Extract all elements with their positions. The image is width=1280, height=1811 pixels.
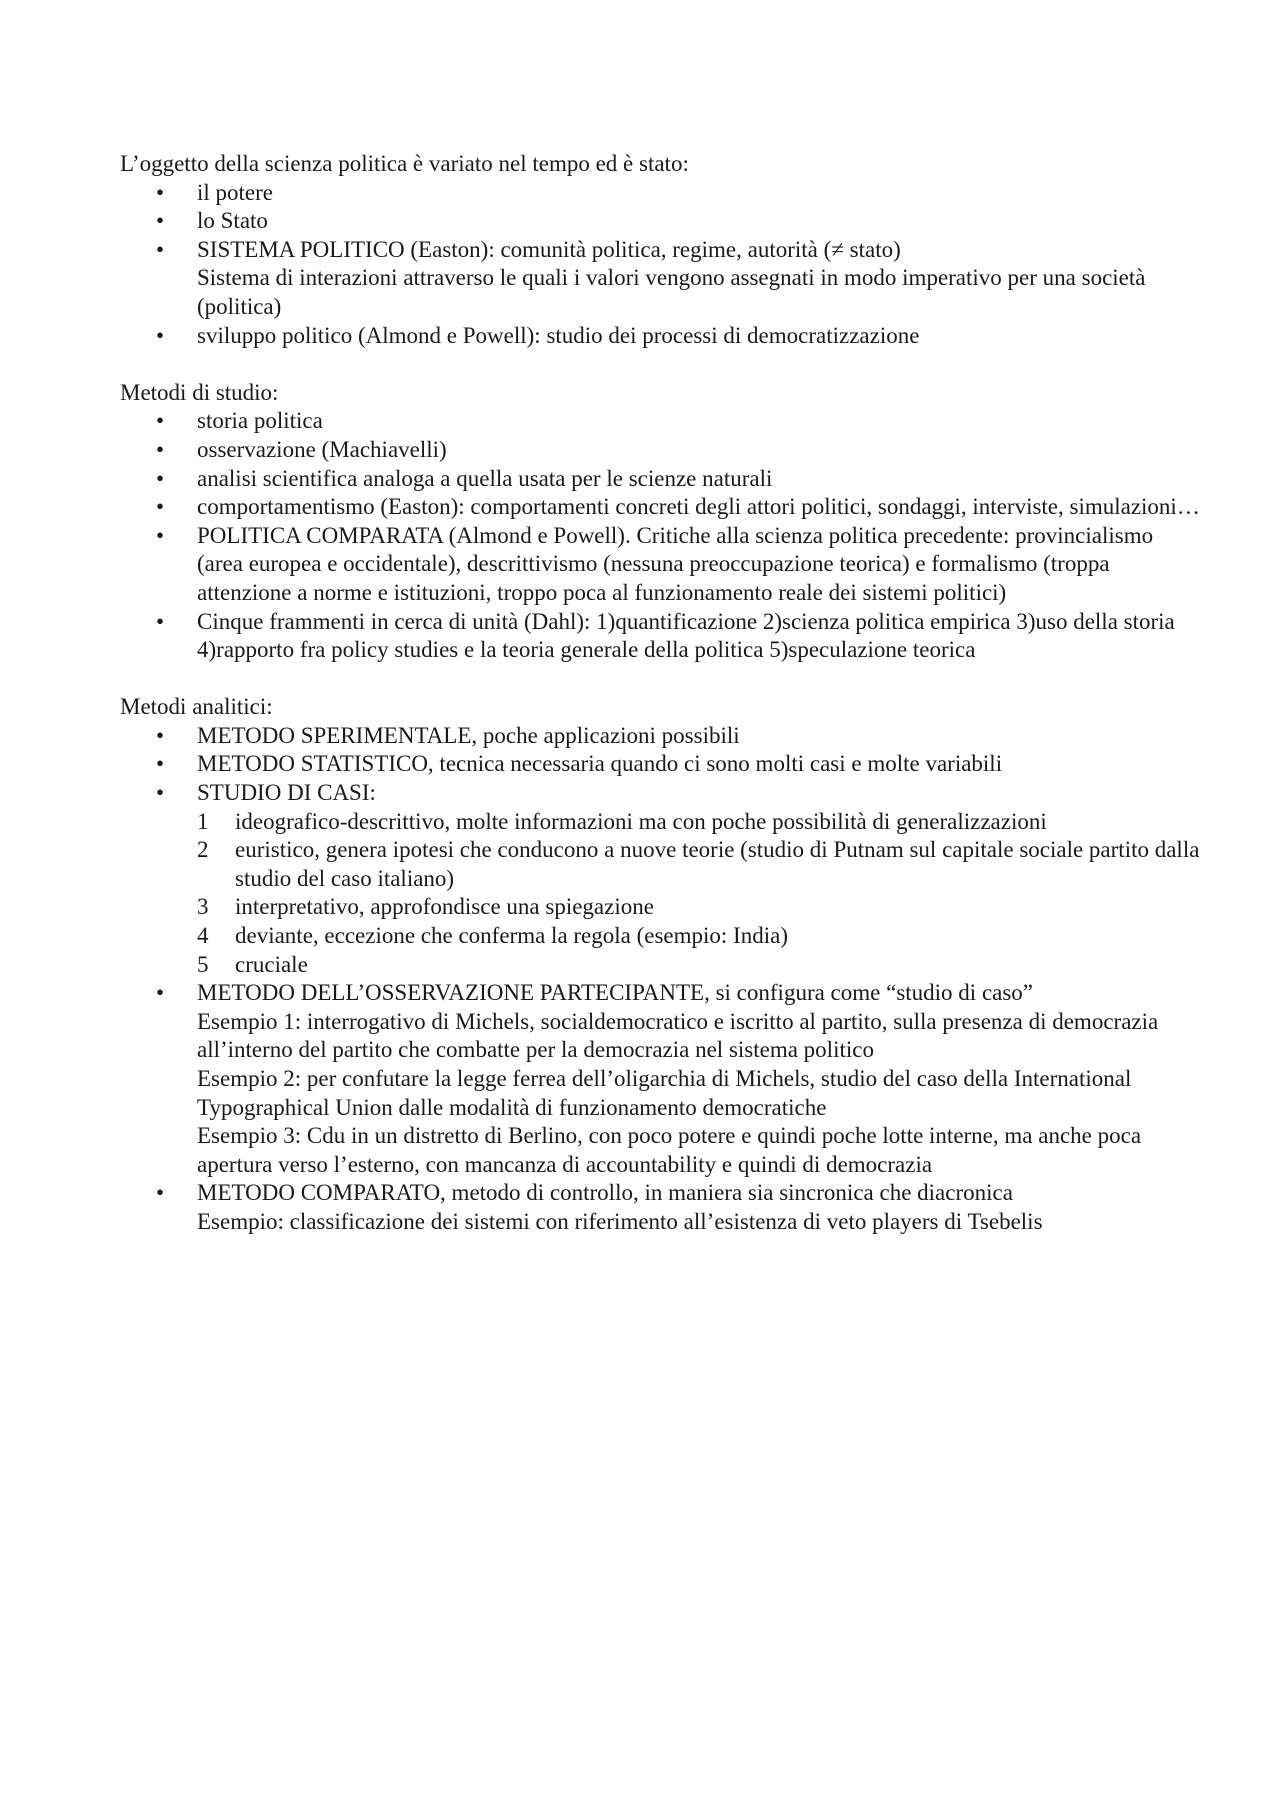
list-item-text: osservazione (Machiavelli) — [197, 436, 447, 462]
list-item-text: analisi scientifica analoga a quella usata per le scienze naturali — [197, 465, 773, 491]
section-metodi-studio — [120, 379, 1200, 665]
bullet-marker: • — [156, 1180, 165, 1206]
bullet-list — [120, 179, 1200, 351]
item-number: 3 — [197, 894, 209, 920]
bullet-marker: • — [156, 436, 165, 462]
numbered-item — [197, 808, 1200, 837]
example-text: Esempio 2: per confutare la legge ferrea dell’oligarchia di Michels, studio del caso della International Typographical Union dalle modalità di funzionamento democratiche — [197, 1066, 1132, 1120]
list-item — [120, 1179, 1200, 1236]
numbered-item-text: cruciale — [235, 951, 308, 977]
bullet-marker: • — [156, 465, 165, 491]
list-item-text: SISTEMA POLITICO (Easton): comunità politica, regime, autorità (≠ stato) — [197, 236, 901, 262]
section-oggetto — [120, 150, 1200, 350]
bullet-marker: • — [156, 494, 165, 520]
list-item — [120, 465, 1200, 494]
list-item — [120, 493, 1200, 522]
list-item — [120, 522, 1200, 608]
item-number: 5 — [197, 951, 209, 977]
bullet-marker: • — [156, 780, 165, 806]
list-item-text: METODO SPERIMENTALE, poche applicazioni possibili — [197, 722, 740, 748]
numbered-item-text: ideografico-descrittivo, molte informazioni ma con poche possibilità di generalizzazioni — [235, 808, 1047, 834]
bullet-marker: • — [156, 980, 165, 1006]
numbered-item-text: interpretativo, approfondisce una spiegazione — [235, 894, 654, 920]
list-item — [120, 750, 1200, 779]
list-item-text: METODO DELL’OSSERVAZIONE PARTECIPANTE, si configura come “studio di caso” — [197, 980, 1034, 1006]
list-item — [120, 979, 1200, 1179]
list-item — [120, 322, 1200, 351]
list-item — [120, 207, 1200, 236]
list-item-text: lo Stato — [197, 208, 268, 234]
list-item — [120, 779, 1200, 979]
section-heading: L’oggetto della scienza politica è variato nel tempo ed è stato: — [120, 151, 689, 176]
list-item — [120, 436, 1200, 465]
numbered-item — [197, 836, 1200, 893]
list-item-text: il potere — [197, 179, 273, 205]
list-item-text: METODO COMPARATO, metodo di controllo, in maniera sia sincronica che diacronica — [197, 1180, 1013, 1206]
list-item — [120, 407, 1200, 436]
item-number: 4 — [197, 923, 209, 949]
list-item-text: Cinque frammenti in cerca di unità (Dahl): 1)quantificazione 2)scienza politica empirica 3)uso della storia 4)rapporto fra policy studies e la teoria generale della politica 5)speculazione teorica — [197, 608, 1175, 663]
list-item — [120, 722, 1200, 751]
example-text: Esempio 1: interrogativo di Michels, socialdemocratico e iscritto al partito, sulla presenza di democrazia all’interno del partito che combatte per la democrazia nel sistema politico — [197, 1008, 1159, 1063]
example-text: Esempio: classificazione dei sistemi con riferimento all’esistenza di veto players di Tsebelis — [197, 1208, 1043, 1234]
item-number: 2 — [197, 837, 209, 863]
list-item-subtext: Sistema di interazioni attraverso le quali i valori vengono assegnati in modo imperativo per una società (politica) — [197, 265, 1146, 319]
numbered-item — [197, 922, 1200, 951]
list-item-text: storia politica — [197, 408, 323, 434]
bullet-marker: • — [156, 208, 165, 234]
bullet-marker: • — [156, 522, 165, 548]
bullet-marker: • — [156, 322, 165, 348]
bullet-marker: • — [156, 722, 165, 748]
document-body — [120, 150, 1200, 1265]
list-item-text: STUDIO DI CASI: — [197, 780, 376, 806]
bullet-marker: • — [156, 236, 165, 262]
list-item — [120, 179, 1200, 208]
bullet-list — [120, 407, 1200, 664]
example-text: Esempio 3: Cdu in un distretto di Berlino, con poco potere e quindi poche lotte interne, ma anche poca apertura verso l’esterno, con mancanza di accountability e quindi di democrazia — [197, 1123, 1142, 1177]
section-metodi-analitici — [120, 693, 1200, 1236]
bullet-marker: • — [156, 608, 165, 634]
list-item — [120, 608, 1200, 665]
bullet-list — [120, 722, 1200, 1237]
item-number: 1 — [197, 808, 209, 834]
numbered-item-text: euristico, genera ipotesi che conducono a nuove teorie (studio di Putnam sul capitale sociale partito dalla studio del caso italiano) — [235, 837, 1200, 891]
numbered-list — [197, 808, 1200, 980]
list-item-text: POLITICA COMPARATA (Almond e Powell). Critiche alla scienza politica precedente: provincialismo (area europea e occidentale), descrittivismo (nessuna preoccupazione teorica) e formalismo (troppa attenzione a norme e istituzioni, troppo poca al funzionamento reale dei sistemi politici) — [197, 522, 1154, 605]
list-item-text: sviluppo politico (Almond e Powell): studio dei processi di democratizzazione — [197, 322, 920, 348]
list-item — [120, 236, 1200, 322]
bullet-marker: • — [156, 751, 165, 777]
bullet-marker: • — [156, 408, 165, 434]
numbered-item — [197, 951, 1200, 980]
list-item-text: comportamentismo (Easton): comportamenti concreti degli attori politici, sondaggi, interviste, simulazioni… — [197, 494, 1200, 520]
bullet-marker: • — [156, 179, 165, 205]
section-heading: Metodi analitici: — [120, 694, 273, 720]
numbered-item — [197, 893, 1200, 922]
numbered-item-text: deviante, eccezione che conferma la regola (esempio: India) — [235, 923, 788, 949]
section-heading: Metodi di studio: — [120, 379, 279, 405]
list-item-text: METODO STATISTICO, tecnica necessaria quando ci sono molti casi e molte variabili — [197, 751, 1003, 777]
